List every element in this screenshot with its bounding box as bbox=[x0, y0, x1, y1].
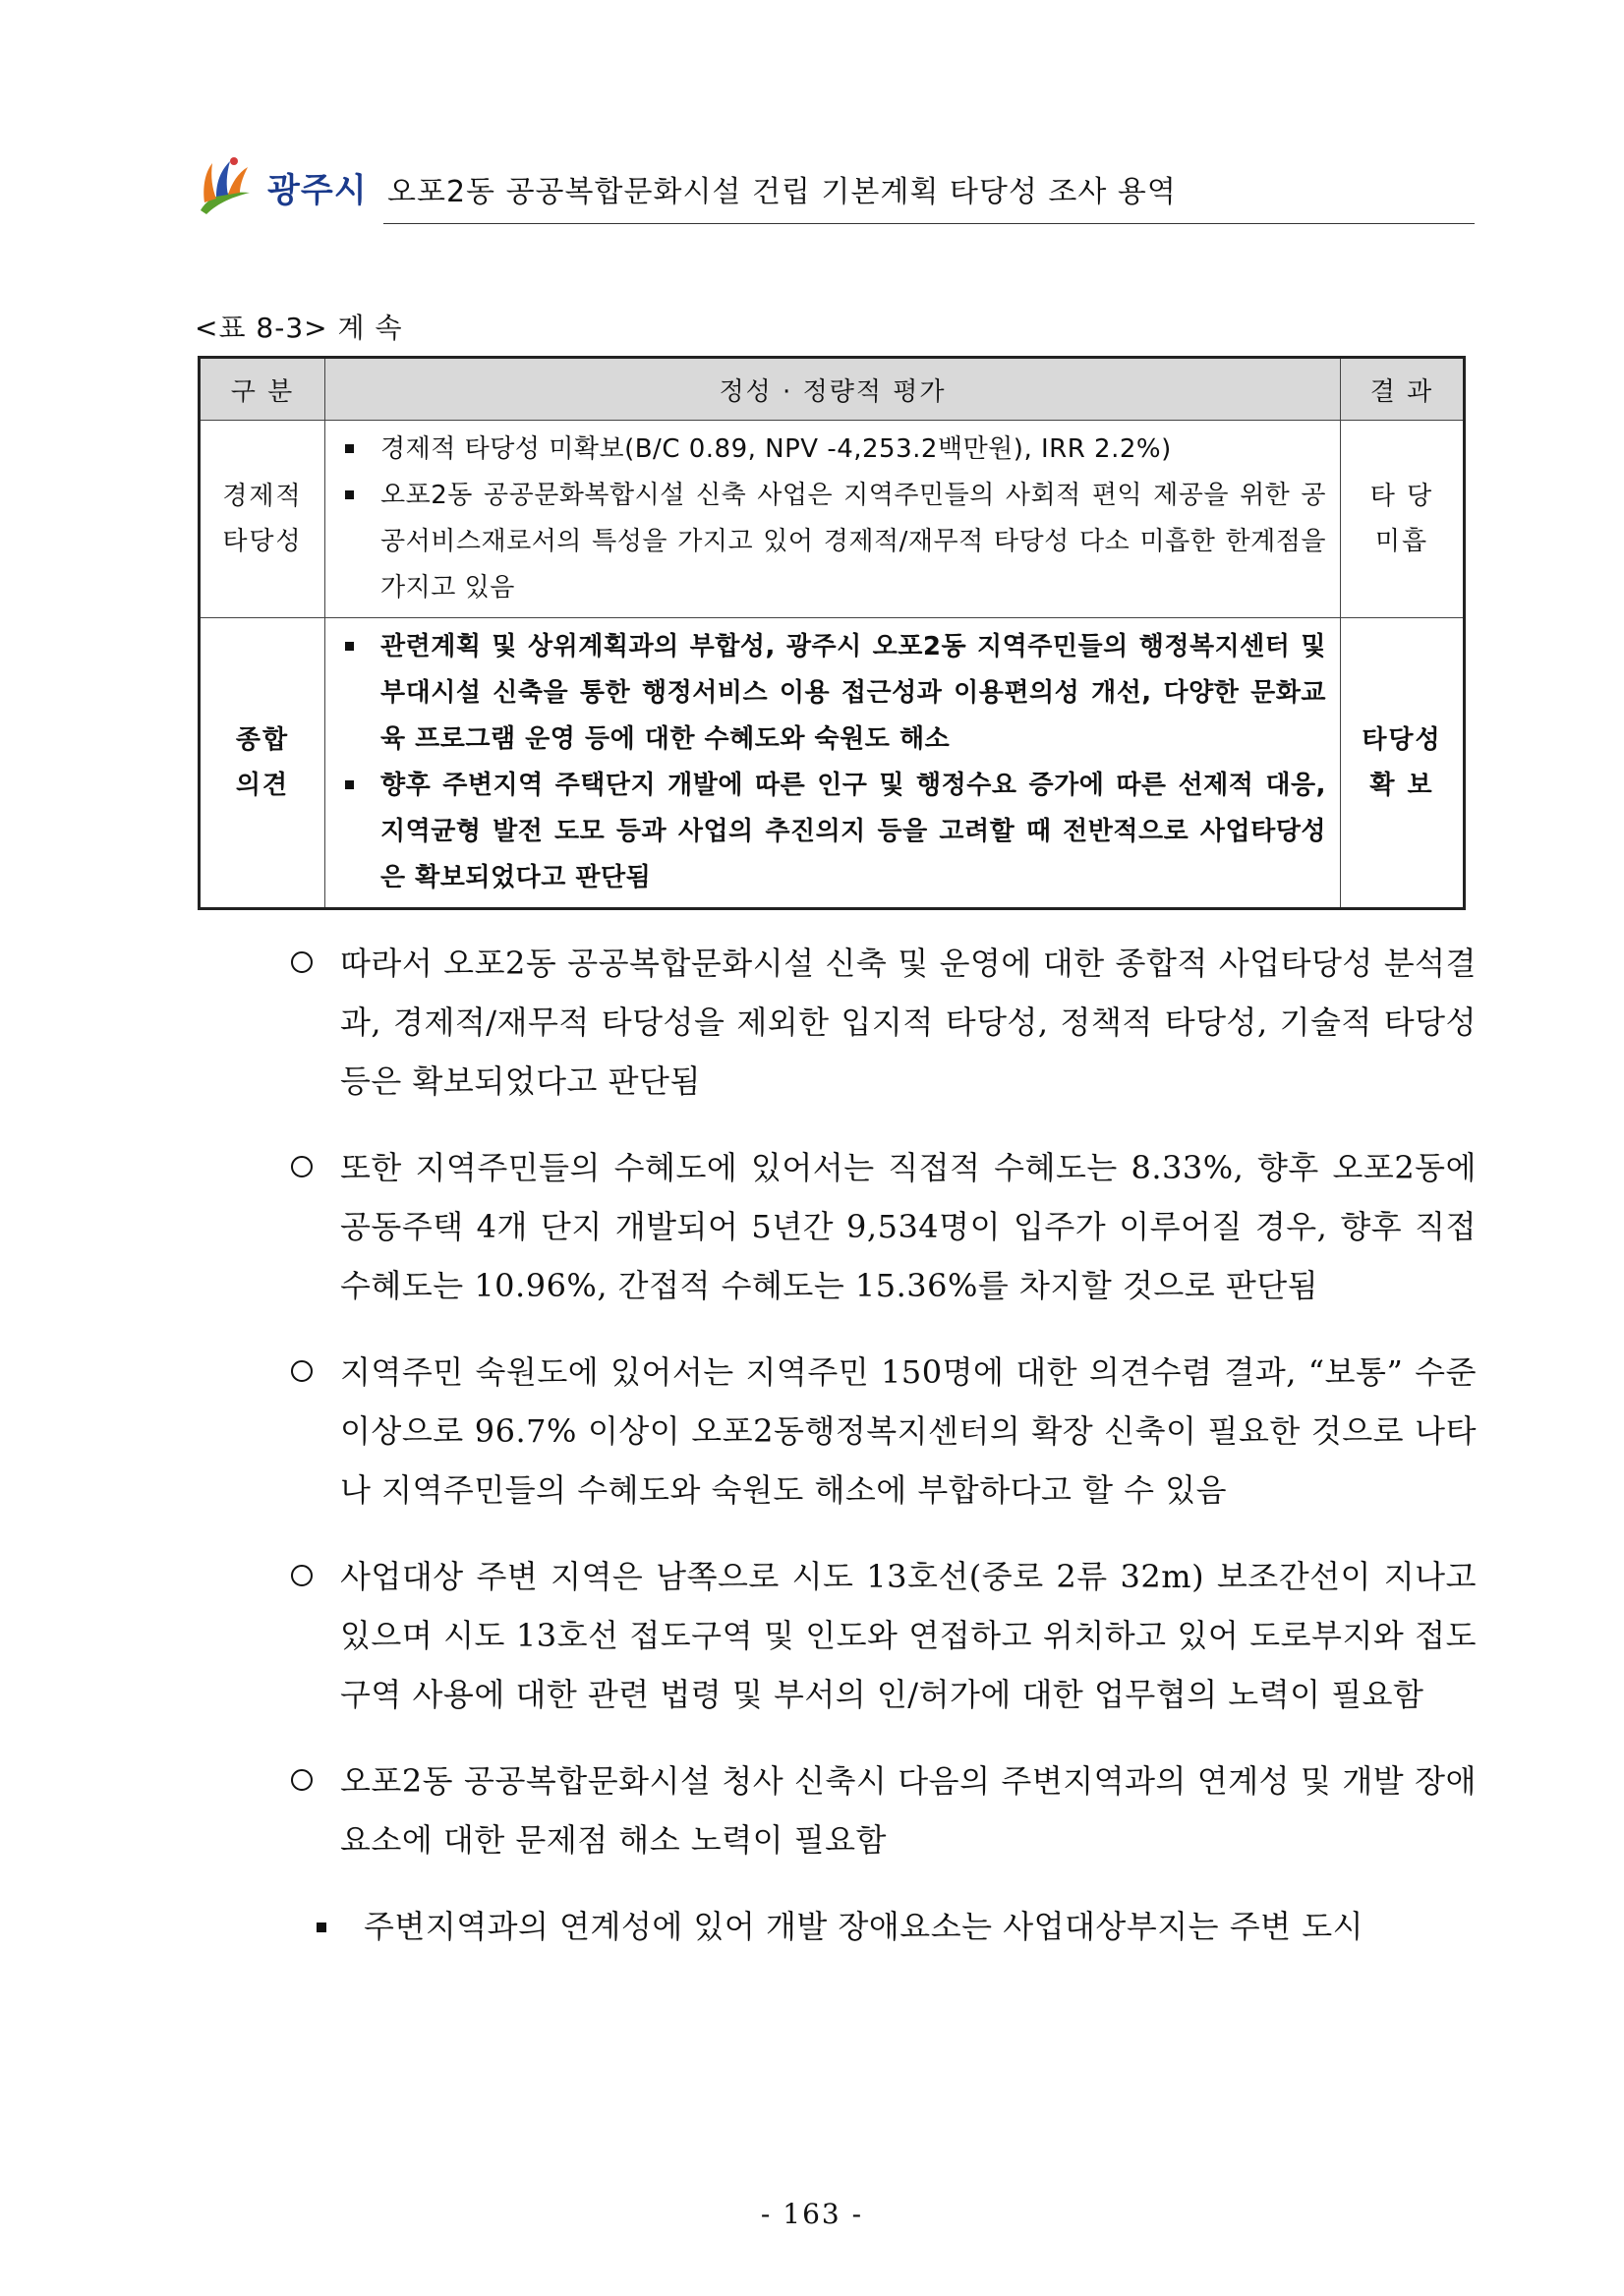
table-row-economic bbox=[200, 421, 1465, 618]
row-label-line: 의견 bbox=[235, 771, 290, 800]
paragraph bbox=[285, 934, 1477, 1111]
circle-bullet-icon bbox=[291, 951, 313, 973]
paragraph bbox=[285, 1547, 1477, 1724]
sub-item bbox=[285, 1897, 1477, 1956]
list-item: 관련계획 및 상위계획과의 부합성, 광주시 오포2동 지역주민들의 행정복지센터 및 부대시설 신축을 통한 행정서비스 이용 접근성과 이용편의성 개선, 다양한 문화교육 프로그램 운영 등에 대한 수혜도와 숙원도 해소 bbox=[341, 624, 1326, 763]
paragraph bbox=[285, 1138, 1477, 1315]
list-item: 경제적 타당성 미확보(B/C 0.89, NPV -4,253.2백만원), IRR 2.2%) bbox=[341, 427, 1326, 473]
paragraph bbox=[285, 1343, 1477, 1520]
list-item: 오포2동 공공문화복합시설 신축 사업은 지역주민들의 사회적 편익 제공을 위한 공공서비스재로서의 특성을 가지고 있어 경제적/재무적 타당성 다소 미흡한 한계점을 가지고 있음 bbox=[341, 473, 1326, 611]
table-header-row bbox=[200, 358, 1465, 421]
square-bullet-icon bbox=[317, 1923, 326, 1932]
row-result bbox=[1341, 618, 1465, 909]
circle-bullet-icon bbox=[291, 1156, 313, 1177]
page-header bbox=[195, 147, 1475, 224]
row-content bbox=[325, 421, 1341, 618]
row-label bbox=[200, 421, 325, 618]
document-title: 오포2동 공공복합문화시설 건립 기본계획 타당성 조사 용역 bbox=[387, 175, 1177, 209]
row-label-line: 경제적 bbox=[222, 482, 303, 511]
logo-text: 광주시 bbox=[267, 171, 368, 210]
row-label bbox=[200, 618, 325, 909]
table-row-summary bbox=[200, 618, 1465, 909]
header-divider bbox=[383, 223, 1475, 224]
body-text bbox=[285, 934, 1477, 1956]
paragraph-text: 따라서 오포2동 공공복합문화시설 신축 및 운영에 대한 종합적 사업타당성 분석결과, 경제적/재무적 타당성을 제외한 입지적 타당성, 정책적 타당성, 기술적 타당성 등은 확보되었다고 판단됨 bbox=[340, 945, 1477, 1100]
circle-bullet-icon bbox=[291, 1565, 313, 1586]
row-result-line: 타 당 bbox=[1369, 482, 1434, 511]
row-result bbox=[1341, 421, 1465, 618]
row-content bbox=[325, 618, 1341, 909]
paragraph-text: 지역주민 숙원도에 있어서는 지역주민 150명에 대한 의견수렴 결과, “보통” 수준 이상으로 96.7% 이상이 오포2동행정복지센터의 확장 신축이 필요한 것으로 나타나 지역주민들의 수혜도와 숙원도 해소에 부합하다고 할 수 있음 bbox=[340, 1353, 1477, 1509]
circle-bullet-icon bbox=[291, 1360, 313, 1382]
table-caption: <표 8-3> 계 속 bbox=[195, 312, 403, 344]
header-category: 구 분 bbox=[200, 358, 325, 421]
row-result-line: 미흡 bbox=[1374, 527, 1429, 556]
header-evaluation: 정성 · 정량적 평가 bbox=[325, 358, 1341, 421]
paragraph bbox=[285, 1751, 1477, 1869]
page-number: - 163 - bbox=[760, 2198, 864, 2230]
evaluation-table bbox=[198, 356, 1466, 910]
paragraph-text: 또한 지역주민들의 수혜도에 있어서는 직접적 수혜도는 8.33%, 향후 오포2동에 공동주택 4개 단지 개발되어 5년간 9,534명이 입주가 이루어질 경우, 향후 직접 수혜도는 10.96%, 간접적 수혜도는 15.36%를 차지할 것으로 판단됨 bbox=[340, 1149, 1477, 1304]
paragraph-text: 오포2동 공공복합문화시설 청사 신축시 다음의 주변지역과의 연계성 및 개발 장애요소에 대한 문제점 해소 노력이 필요함 bbox=[340, 1762, 1477, 1859]
paragraph-text: 사업대상 주변 지역은 남쪽으로 시도 13호선(중로 2류 32m) 보조간선이 지나고 있으며 시도 13호선 접도구역 및 인도와 연접하고 위치하고 있어 도로부지와 접도구역 사용에 대한 관련 법령 및 부서의 인/허가에 대한 업무협의 노력이 필요함 bbox=[340, 1558, 1477, 1713]
header-result: 결 과 bbox=[1341, 358, 1465, 421]
row-result-line: 타당성 bbox=[1362, 725, 1442, 755]
circle-bullet-icon bbox=[291, 1769, 313, 1791]
row-result-line: 확 보 bbox=[1369, 771, 1434, 800]
row-label-line: 타당성 bbox=[222, 527, 303, 556]
row-label-line: 종합 bbox=[235, 725, 290, 755]
gwangju-logo-icon bbox=[195, 153, 256, 216]
sub-item-text: 주변지역과의 연계성에 있어 개발 장애요소는 사업대상부지는 주변 도시 bbox=[364, 1908, 1364, 1945]
list-item: 향후 주변지역 주택단지 개발에 따른 인구 및 행정수요 증가에 따른 선제적 대응, 지역균형 발전 도모 등과 사업의 추진의지 등을 고려할 때 전반적으로 사업타당성은 확보되었다고 판단됨 bbox=[341, 763, 1326, 901]
